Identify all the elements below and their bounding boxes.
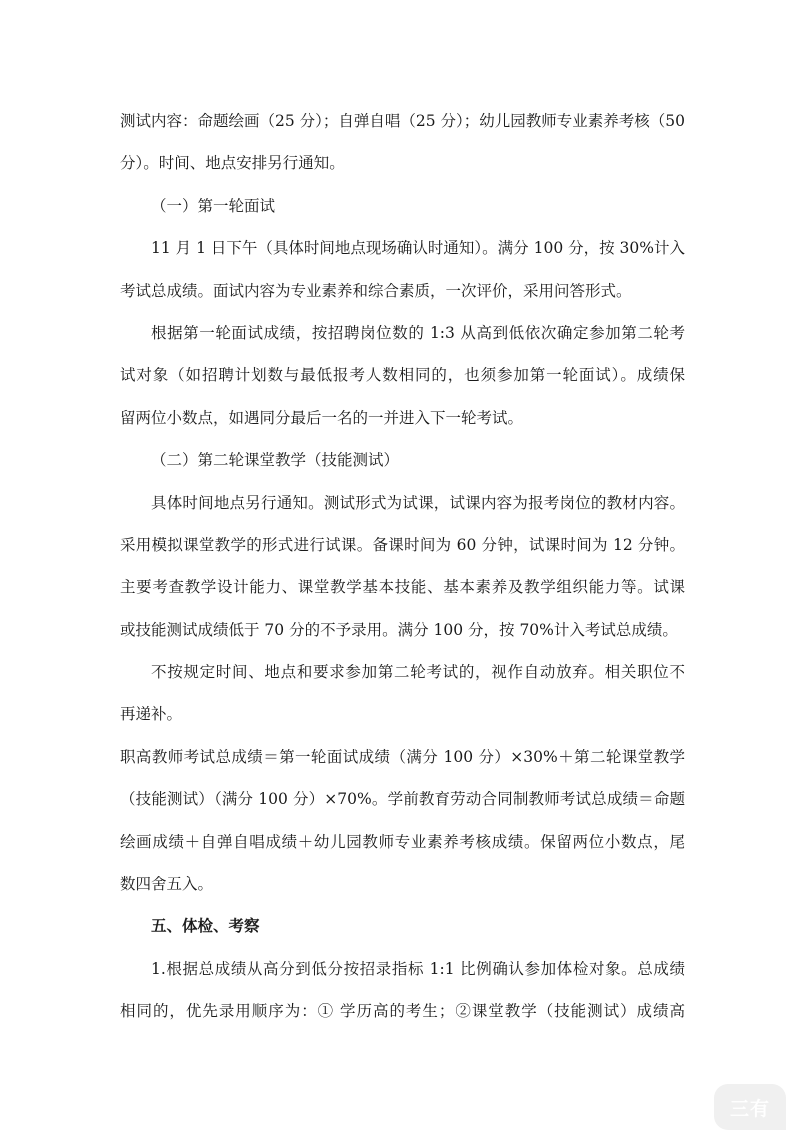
paragraph-line: 根据第一轮面试成绩，按招聘岗位数的 1:3 从高到低依次确定参加第二轮考 — [151, 323, 685, 342]
paragraph-line: 分）。时间、地点安排另行通知。 — [120, 154, 345, 173]
document-body — [120, 100, 685, 1033]
section-heading-physical-exam: 五、体检、考察 — [151, 917, 260, 936]
watermark-logo: 三有 — [714, 1084, 786, 1130]
paragraph-line: 试对象（如招聘计划数与最低报考人数相同的，也须参加第一轮面试）。成绩保 — [120, 366, 685, 385]
section-heading-second-round: （二）第二轮课堂教学（技能测试） — [151, 451, 400, 470]
paragraph-line: 不按规定时间、地点和要求参加第二轮考试的，视作自动放弃。相关职位不 — [151, 663, 685, 682]
section-heading-first-interview: （一）第一轮面试 — [151, 196, 276, 215]
paragraph-line: 绘画成绩＋自弹自唱成绩＋幼儿园教师专业素养考核成绩。保留两位小数点，尾 — [120, 832, 685, 851]
paragraph-line: 11 月 1 日下午（具体时间地点现场确认时通知）。满分 100 分，按 30%计入 — [151, 239, 685, 258]
paragraph-line: 具体时间地点另行通知。测试形式为试课，试课内容为报考岗位的教材内容。 — [151, 493, 685, 512]
paragraph-line: 职高教师考试总成绩＝第一轮面试成绩（满分 100 分）×30%＋第二轮课堂教学 — [120, 747, 685, 766]
paragraph-line: （技能测试）（满分 100 分）×70%。学前教育劳动合同制教师考试总成绩＝命题 — [120, 790, 685, 809]
paragraph-line: 主要考查教学设计能力、课堂教学基本技能、基本素养及教学组织能力等。试课 — [120, 578, 685, 597]
paragraph-line: 再递补。 — [120, 705, 183, 724]
paragraph-line: 测试内容：命题绘画（25 分）；自弹自唱（25 分）；幼儿园教师专业素养考核（50 — [120, 112, 686, 130]
paragraph-line: 采用模拟课堂教学的形式进行试课。备课时间为 60 分钟，试课时间为 12 分钟。 — [120, 535, 685, 554]
paragraph-line: 考试总成绩。面试内容为专业素养和综合素质，一次评价，采用问答形式。 — [120, 281, 632, 300]
paragraph-line: 数四舍五入。 — [120, 875, 214, 894]
paragraph-line: 相同的，优先录用顺序为：① 学历高的考生；②课堂教学（技能测试）成绩高 — [120, 1002, 685, 1021]
paragraph-line: 1.根据总成绩从高分到低分按招录指标 1:1 比例确认参加体检对象。总成绩 — [151, 959, 685, 978]
paragraph-line: 或技能测试成绩低于 70 分的不予录用。满分 100 分，按 70%计入考试总成绩。 — [120, 620, 678, 639]
paragraph-line: 留两位小数点，如遇同分最后一名的一并进入下一轮考试。 — [120, 408, 524, 427]
